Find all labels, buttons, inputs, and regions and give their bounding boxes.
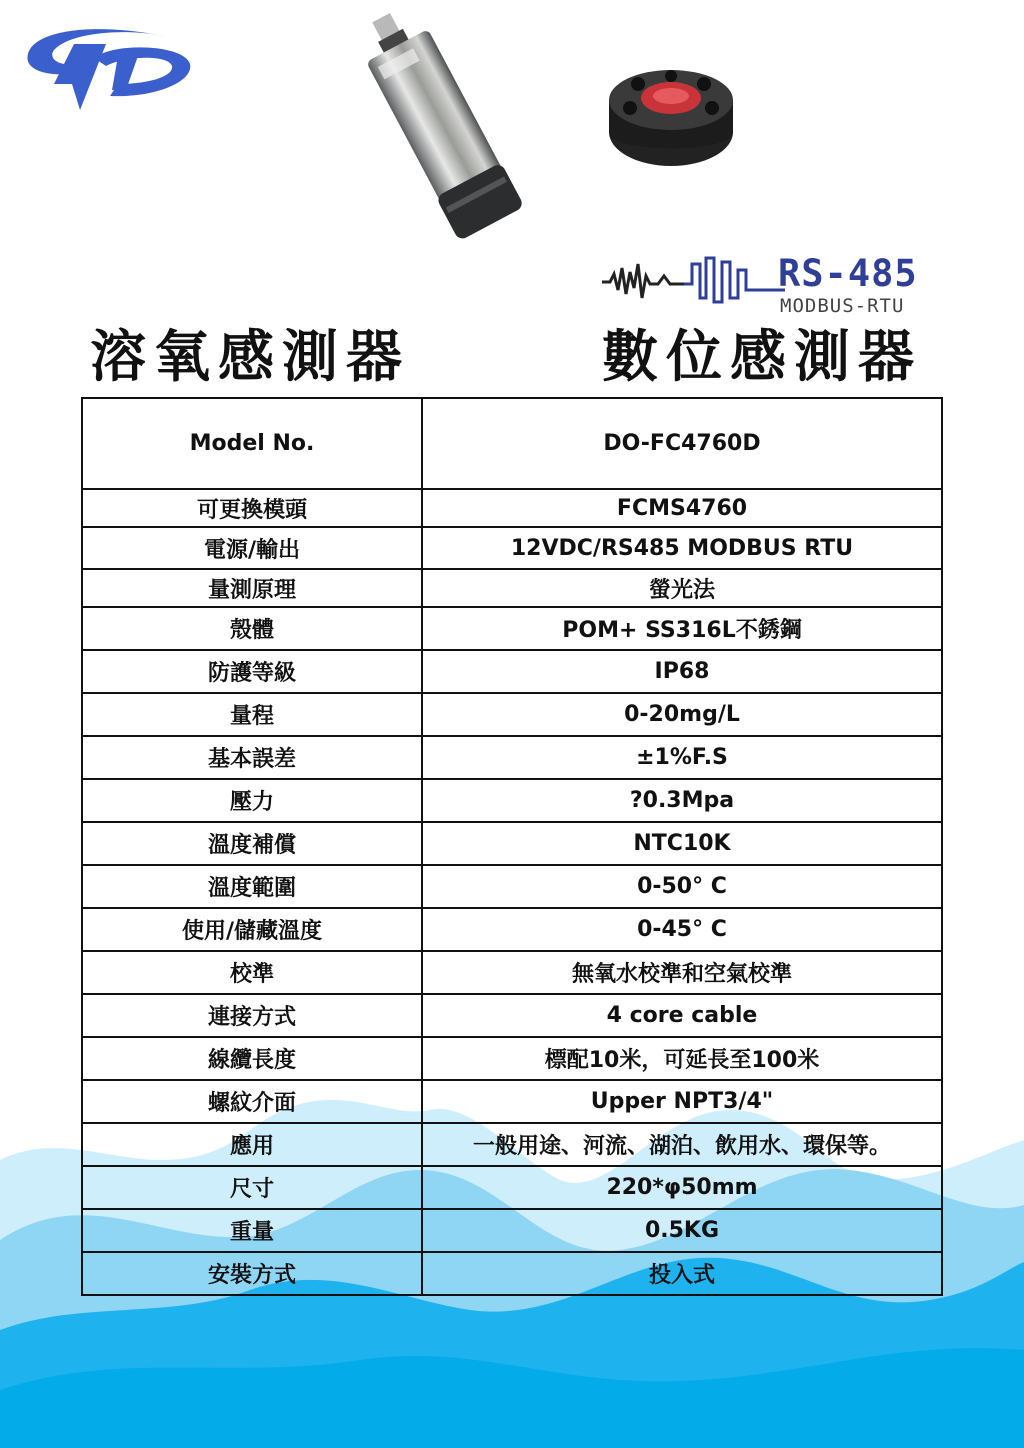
spec-value: 一般用途、河流、湖泊、飲用水、環保等。 xyxy=(422,1123,942,1166)
sensor-probe-image xyxy=(330,0,550,245)
spec-value: Upper NPT3/4" xyxy=(422,1080,942,1123)
spec-value: ±1%F.S xyxy=(422,736,942,779)
spec-label: 基本誤差 xyxy=(82,736,422,779)
table-row xyxy=(82,822,942,865)
spec-table xyxy=(81,397,943,1296)
sensor-cap-image xyxy=(598,52,744,172)
spec-label: 量測原理 xyxy=(82,569,422,607)
spec-label: 螺紋介面 xyxy=(82,1080,422,1123)
table-row xyxy=(82,650,942,693)
spec-label: 電源/輸出 xyxy=(82,527,422,569)
spec-value: 220*φ50mm xyxy=(422,1166,942,1209)
spec-value: 0-50° C xyxy=(422,865,942,908)
table-row xyxy=(82,1209,942,1252)
spec-value: IP68 xyxy=(422,650,942,693)
spec-label: 安裝方式 xyxy=(82,1252,422,1295)
table-row xyxy=(82,994,942,1037)
spec-value: 4 core cable xyxy=(422,994,942,1037)
table-row xyxy=(82,1252,942,1295)
table-row xyxy=(82,1037,942,1080)
table-row xyxy=(82,693,942,736)
company-logo-icon xyxy=(14,14,194,120)
spec-label: 重量 xyxy=(82,1209,422,1252)
spec-label: 使用/儲藏溫度 xyxy=(82,908,422,951)
spec-value: POM+ SS316L不銹鋼 xyxy=(422,607,942,650)
table-row xyxy=(82,569,942,607)
table-row xyxy=(82,527,942,569)
spec-label: Model No. xyxy=(82,398,422,489)
spec-label: 線纜長度 xyxy=(82,1037,422,1080)
spec-label: 防護等級 xyxy=(82,650,422,693)
spec-value: 12VDC/RS485 MODBUS RTU xyxy=(422,527,942,569)
table-row xyxy=(82,1166,942,1209)
spec-value: 標配10米，可延長至100米 xyxy=(422,1037,942,1080)
spec-label: 尺寸 xyxy=(82,1166,422,1209)
table-row xyxy=(82,1123,942,1166)
spec-value: DO-FC4760D xyxy=(422,398,942,489)
spec-value: 0-20mg/L xyxy=(422,693,942,736)
spec-value: 0-45° C xyxy=(422,908,942,951)
table-row xyxy=(82,736,942,779)
spec-value: 無氧水校準和空氣校準 xyxy=(422,951,942,994)
spec-value: FCMS4760 xyxy=(422,489,942,527)
spec-label: 連接方式 xyxy=(82,994,422,1037)
table-row xyxy=(82,779,942,822)
table-row xyxy=(82,607,942,650)
spec-label: 溫度範圍 xyxy=(82,865,422,908)
spec-label: 校準 xyxy=(82,951,422,994)
table-row xyxy=(82,908,942,951)
rs485-badge-subtitle: MODBUS-RTU xyxy=(780,295,905,317)
spec-value: 0.5KG xyxy=(422,1209,942,1252)
spec-value: 投入式 xyxy=(422,1252,942,1295)
table-row xyxy=(82,951,942,994)
spec-header-row xyxy=(82,398,942,489)
spec-label: 量程 xyxy=(82,693,422,736)
spec-value: 螢光法 xyxy=(422,569,942,607)
spec-label: 應用 xyxy=(82,1123,422,1166)
product-title: 溶氧感測器 xyxy=(90,325,410,390)
spec-label: 溫度補償 xyxy=(82,822,422,865)
rs485-signal-icon xyxy=(600,254,785,306)
rs485-badge-title: RS-485 xyxy=(778,252,918,295)
table-row xyxy=(82,489,942,527)
spec-value: ?0.3Mpa xyxy=(422,779,942,822)
product-subtitle: 數位感測器 xyxy=(602,325,922,390)
spec-label: 可更換模頭 xyxy=(82,489,422,527)
spec-label: 殼體 xyxy=(82,607,422,650)
spec-value: NTC10K xyxy=(422,822,942,865)
table-row xyxy=(82,865,942,908)
table-row xyxy=(82,1080,942,1123)
spec-label: 壓力 xyxy=(82,779,422,822)
